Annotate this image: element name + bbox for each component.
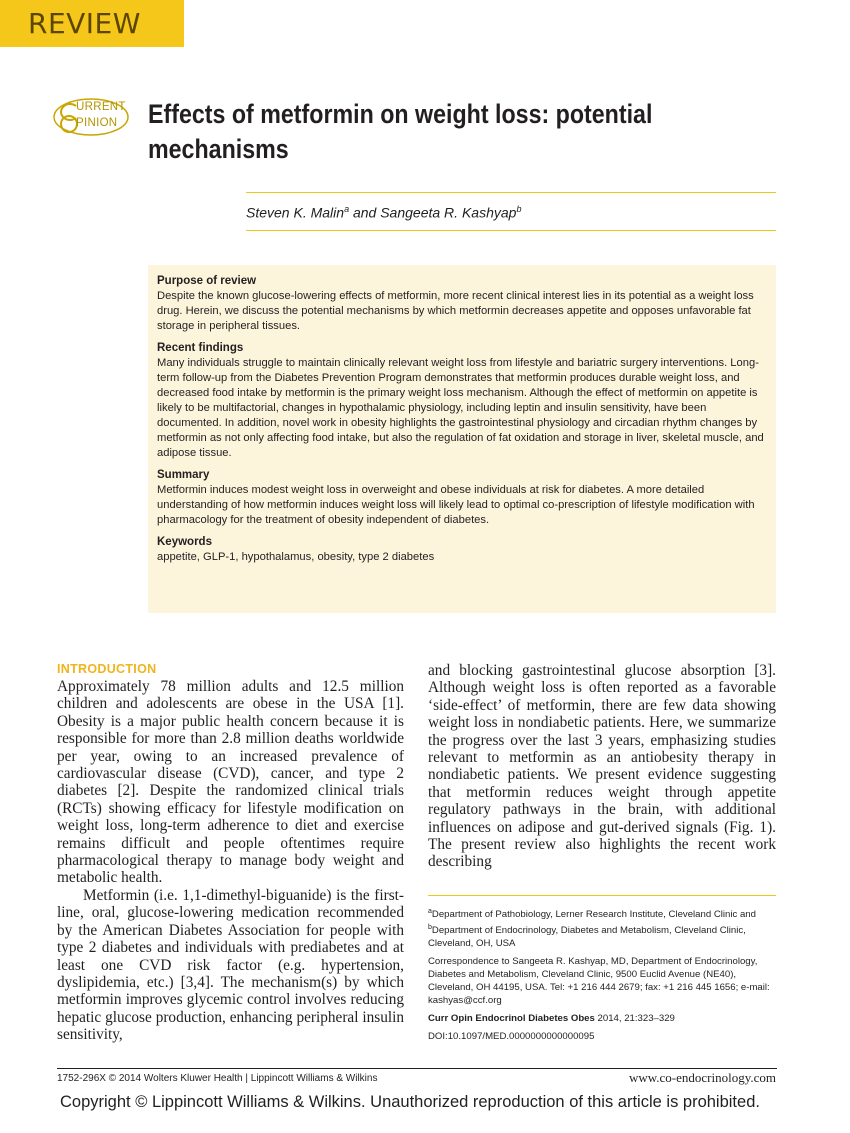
summary-text: Metformin induces modest weight loss in overweight and obese individuals at risk for diabetes. A more detailed understanding of how metformin induces weight loss will likely lead to optimal co-prescription of lifestyle modification with pharmacology for the treatment of obesity independent of diabetes. (157, 484, 755, 526)
footer-issn: 1752-296X © 2014 Wolters Kluwer Health | Lippincott Williams & Wilkins (57, 1073, 378, 1084)
footer-rule (57, 1068, 777, 1069)
author-and: and (349, 204, 381, 221)
footer-journal-url[interactable]: www.co-endocrinology.com (628, 1070, 776, 1085)
affiliation-a: Department of Pathobiology, Lerner Research Institute, Cleveland Clinic and (431, 909, 756, 921)
purpose-text: Despite the known glucose-lowering effects of metformin, more recent clinical interest lies in its potential as a weight loss drug. Herein, we discuss the potential mechanisms by which metformin decreases appetite and opposes unfavorable fat storage in peripheral tissues. (157, 290, 754, 332)
body-paragraph-3: and blocking gastrointestinal glucose absorption [3]. Although weight loss is often reported as a favorable ‘side-effect’ of metformin, there are few data showing weight loss in nondiabetic patients. Here, we summarize the progress over the last 3 years, emphasizing studies relevant to metformin as an antiobesity therapy in nondiabetic patients. We present evidence suggesting that metformin reduces weight through appetite regulatory pathways in the brain, with additional influences on adipose and gut-derived signals (Fig. 1). The present review also highlights the recent work describing (428, 662, 776, 871)
citation (428, 1012, 778, 1025)
affiliations (428, 905, 778, 950)
author1-affiliation: a (344, 204, 350, 214)
title-line1: Effects of metformin on weight loss: potential (148, 99, 653, 129)
summary-heading: Summary (157, 469, 210, 481)
author2: Sangeeta R. Kashyap (380, 204, 517, 221)
purpose-heading: Purpose of review (157, 275, 257, 287)
logo-line2: PINION (76, 117, 118, 129)
current-opinion-logo (52, 96, 130, 138)
authors-rule (246, 230, 776, 231)
findings-text: Many individuals struggle to maintain clinically relevant weight loss from lifestyle and bariatric surgery interventions. Long-term follow-up from the Diabetes Prevention Program demonstrates that metformin produces durable weight loss, and decreased food intake by metformin is the primary weight loss mechanism. Although the effect of metformin on appetite is likely to be multifactorial, changes in hypothalamic physiology, including leptin and insulin sensitivity, have been documented. In addition, novel work in obesity highlights the gastrointestinal physiology and circadian rhythm changes by metformin as not only affecting food intake, but also the regulation of fat oxidation and storage in liver, skeletal muscle, and adipose tissue. (157, 357, 764, 459)
doi: DOI:10.1097/MED.0000000000000095 (428, 1031, 595, 1043)
journal-name: Curr Opin Endocrinol Diabetes Obes (428, 1013, 595, 1025)
authors (246, 204, 521, 221)
author1: Steven K. Malin (246, 204, 345, 221)
abstract (157, 274, 769, 565)
citation-volume: 2014, 21:323–329 (594, 1013, 675, 1025)
logo-line1: URRENT (76, 101, 126, 113)
article-title (148, 97, 681, 167)
title-line2: mechanisms (148, 134, 289, 164)
aff-b-marker: b (428, 924, 432, 932)
findings-heading: Recent findings (157, 342, 244, 354)
review-tab (0, 0, 184, 47)
keywords-heading: Keywords (157, 536, 212, 548)
footnotes (428, 905, 778, 1048)
intro-heading: INTRODUCTION (57, 662, 157, 676)
aff-a-marker: a (428, 908, 432, 915)
body-paragraph-1: Approximately 78 million adults and 12.5 million children and adolescents are obese in the USA [1]. Obesity is a major public health concern because it is responsible for more than 2.8 million deaths worldwide per year, owing to an increased prevalence of cardiovascular disease (CVD), cancer, and type 2 diabetes [2]. Despite the randomized clinical trials (RCTs) showing efficacy for lifestyle modification on weight loss, long-term adherence to diet and exercise remains difficult and people oftentimes require pharmacological therapy to manage body weight and metabolic health. (57, 678, 404, 887)
copyright-notice: Copyright © Lippincott Williams & Wilkins. Unauthorized reproduction of this article is prohibited. (60, 1093, 760, 1111)
footnote-rule (428, 895, 776, 896)
body-right-column (428, 662, 776, 871)
affiliation-b: Department of Endocrinology, Diabetes and Metabolism, Cleveland Clinic, Cleveland, OH, USA (428, 925, 746, 950)
keywords-text: appetite, GLP-1, hypothalamus, obesity, type 2 diabetes (157, 551, 435, 563)
author2-affiliation: b (516, 204, 522, 214)
review-label: REVIEW (28, 7, 141, 40)
body-left-column (57, 661, 404, 1044)
correspondence: Correspondence to Sangeeta R. Kashyap, MD, Department of Endocrinology, Diabetes and Metabolism, Cleveland Clinic, 9500 Euclid Avenue (NE40), Cleveland, OH 44195, USA. Tel: +1 216 444 2679; fax: +1 216 445 1656; e-mail: kashyas@ccf.org (428, 956, 770, 1007)
title-rule (246, 192, 776, 193)
body-paragraph-2: Metformin (i.e. 1,1-dimethyl-biguanide) is the first-line, oral, glucose-lowering medication recommended by the American Diabetes Association for people with type 2 diabetes and individuals with prediabetes and at least one CVD risk factor (e.g. hypertension, dyslipidemia, etc.) [3,4]. The mechanism(s) by which metformin improves glycemic control involves reducing hepatic glucose production, enhancing peripheral insulin sensitivity, (57, 886, 404, 1044)
